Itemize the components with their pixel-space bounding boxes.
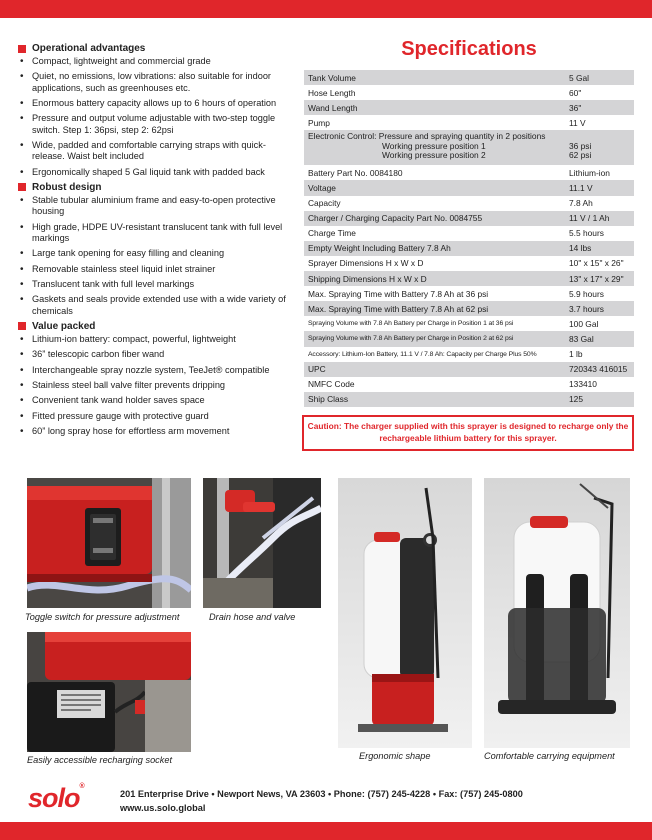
table-row: Tank Volume 5 Gal [304, 70, 634, 85]
solo-logo: solo® [28, 783, 84, 813]
list-item: • Stable tubular aluminium frame and easy-to-open protective housing [20, 194, 276, 217]
table-row: Capacity 7.8 Ah [304, 196, 634, 211]
toggle-switch-photo [27, 478, 191, 608]
table-row: Max. Spraying Time with Battery 7.8 Ah at 62 psi 3.7 hours [304, 301, 634, 316]
photo-caption: Ergonomic shape [359, 751, 431, 761]
drain-hose-photo [203, 478, 321, 608]
table-row: Charger / Charging Capacity Part No. 0084755 11 V / 1 Ah [304, 211, 634, 226]
table-row: NMFC Code 133410 [304, 377, 634, 392]
photo-caption: Drain hose and valve [209, 612, 296, 622]
list-item: • Translucent tank with full level markings [20, 278, 195, 290]
bullet-list [18, 334, 290, 438]
specifications-title: Specifications [401, 38, 537, 60]
list-item: • Fitted pressure gauge with protective guard [20, 410, 209, 422]
recharging-socket-photo [27, 632, 191, 752]
red-square-icon [18, 183, 26, 191]
list-item: • Convenient tank wand holder saves space [20, 395, 205, 407]
table-row: UPC 720343 416015 [304, 362, 634, 377]
caution-box: Caution: The charger supplied with this sprayer is designed to recharge only the rechargeable lithium battery for this sprayer. [302, 415, 634, 451]
list-item: • Gaskets and seals provide extended use with a wide variety of chemicals [20, 294, 286, 316]
table-row: Pump 11 V [304, 115, 634, 130]
list-item: • Lithium-ion battery: compact, powerful, lightweight [20, 333, 236, 345]
section-heading: Robust design [18, 182, 290, 193]
table-row: Ship Class 125 [304, 392, 634, 407]
list-item: • Enormous battery capacity allows up to 6 hours of operation [20, 97, 277, 109]
ergonomic-shape-photo [338, 478, 472, 748]
list-item: • Large tank opening for easy filling and cleaning [20, 248, 225, 260]
top-red-band [0, 0, 652, 18]
list-item: • 36” telescopic carbon fiber wand [20, 349, 165, 361]
specifications-table [304, 70, 634, 407]
list-item: • High grade, HDPE UV-resistant translucent tank with full level markings [20, 221, 283, 243]
section-heading: Value packed [18, 321, 290, 332]
table-row: Shipping Dimensions H x W x D 13" x 17" x 29" [304, 271, 634, 286]
bottom-red-band [0, 822, 652, 840]
list-item: • Stainless steel ball valve filter prevents dripping [20, 380, 226, 392]
photo-caption: Comfortable carrying equipment [484, 751, 615, 761]
section-heading: Operational advantages [18, 43, 290, 54]
list-item: • Ergonomically shaped 5 Gal liquid tank with padded back [20, 166, 265, 178]
feature-list [18, 41, 290, 442]
table-row: Max. Spraying Time with Battery 7.8 Ah at 36 psi 5.9 hours [304, 286, 634, 301]
bullet-list [18, 195, 290, 317]
footer-address: 201 Enterprise Drive • Newport News, VA 23603 • Phone: (757) 245-4228 • Fax: (757) 245-0800 [120, 789, 523, 799]
table-row: Battery Part No. 0084180 Lithium-ion [304, 165, 634, 180]
red-square-icon [18, 45, 26, 53]
list-item: • Quiet, no emissions, low vibrations: also suitable for indoor applications, such as greenhouses etc. [20, 71, 271, 93]
list-item: • Removable stainless steel liquid inlet strainer [20, 263, 216, 275]
list-item: • Compact, lightweight and commercial grade [20, 56, 211, 67]
red-square-icon [18, 322, 26, 330]
table-row: Charge Time 5.5 hours [304, 226, 634, 241]
photo-caption: Toggle switch for pressure adjustment [25, 612, 180, 622]
bullet-list [18, 56, 290, 178]
list-item: • 60” long spray hose for effortless arm movement [20, 426, 230, 438]
photo-caption: Easily accessible recharging socket [27, 755, 173, 765]
list-item: • Interchangeable spray nozzle system, TeeJet® compatible [20, 364, 270, 376]
list-item: • Wide, padded and comfortable carrying straps with quick-release. Waist belt included [20, 139, 266, 162]
footer-website[interactable]: www.us.solo.global [120, 803, 206, 813]
table-row: Wand Length 36" [304, 100, 634, 115]
table-row: Empty Weight Including Battery 7.8 Ah 14 lbs [304, 241, 634, 256]
table-row: Hose Length 60" [304, 85, 634, 100]
table-row: Sprayer Dimensions H x W x D 10" x 15" x 26" [304, 256, 634, 271]
list-item: • Pressure and output volume adjustable with two-step toggle switch. Step 1: 36psi, step 2: 62psi [20, 113, 276, 135]
table-row: Voltage 11.1 V [304, 180, 634, 195]
table-row: Spraying Volume with 7.8 Ah Battery per Charge in Position 2 at 62 psi 83 Gal [304, 331, 634, 346]
table-row: Electronic Control: Pressure and spraying quantity in 2 positions Working pressure position 1 Working pressure position 2 36 psi 62 psi [304, 130, 634, 165]
carrying-equipment-photo [484, 478, 630, 748]
table-row: Spraying Volume with 7.8 Ah Battery per Charge in Position 1 at 36 psi 100 Gal [304, 316, 634, 331]
table-row: Accessory: Lithium-Ion Battery, 11.1 V / 7.8 Ah: Capacity per Charge Plus 50% 1 lb [304, 347, 634, 362]
